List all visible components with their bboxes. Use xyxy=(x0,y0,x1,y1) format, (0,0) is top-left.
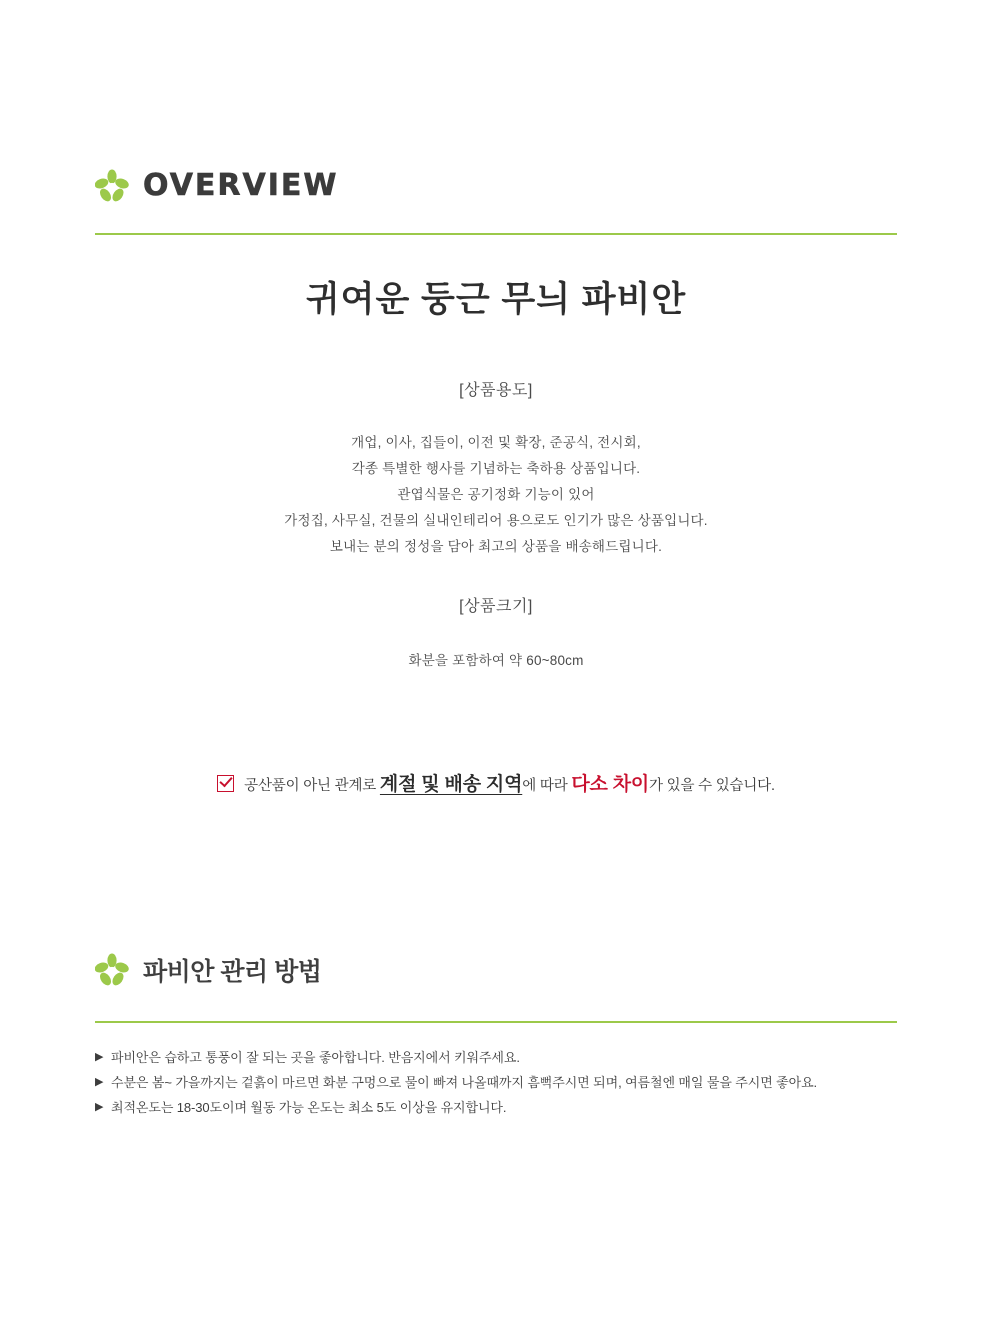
triangle-right-icon: ▶ xyxy=(95,1101,104,1113)
size-line: 화분을 포함하여 약 60~80cm xyxy=(408,653,584,668)
flower-icon xyxy=(95,169,129,203)
notice-line xyxy=(0,769,992,796)
list-item xyxy=(95,1070,905,1095)
care-list xyxy=(95,1045,905,1120)
usage-line: 보내는 분의 정성을 담아 최고의 상품을 배송해드립니다. xyxy=(329,539,663,554)
triangle-right-icon: ▶ xyxy=(95,1076,104,1088)
care-heading: 파비안 관리 방법 xyxy=(143,958,322,986)
usage-line: 가정집, 사무실, 건물의 실내인테리어 용으로도 인기가 많은 상품입니다. xyxy=(284,513,708,528)
care-item-text: 수분은 봄~ 가을까지는 겉흙이 마르면 화분 구멍으로 물이 빠져 나올때까지 흠뻑주시면 되며, 여름철엔 매일 물을 주시면 좋아요. xyxy=(111,1075,818,1090)
care-section-header xyxy=(95,952,321,988)
care-divider xyxy=(95,1021,897,1023)
care-item-text: 파비안은 습하고 통풍이 잘 되는 곳을 좋아합니다. 반음지에서 키워주세요. xyxy=(111,1050,520,1065)
flower-icon xyxy=(95,953,129,987)
size-text-block xyxy=(0,648,992,674)
care-item-text: 최적온도는 18-30도이며 월동 가능 온도는 최소 5도 이상을 유지합니다. xyxy=(111,1100,507,1115)
notice-emphasis-difference: 다소 차이 xyxy=(571,774,650,795)
triangle-right-icon: ▶ xyxy=(95,1051,104,1063)
size-label: [상품크기] xyxy=(459,598,533,615)
overview-heading: OVERVIEW xyxy=(143,168,339,203)
usage-line: 각종 특별한 행사를 기념하는 축하용 상품입니다. xyxy=(351,461,641,476)
usage-line: 관엽식물은 공기정화 기능이 있어 xyxy=(397,487,595,502)
notice-part2: 에 따라 xyxy=(522,778,572,794)
usage-label: [상품용도] xyxy=(459,382,533,399)
notice-part3: 가 있을 수 있습니다. xyxy=(649,778,775,794)
product-title: 귀여운 둥근 무늬 파비안 xyxy=(305,280,687,319)
list-item xyxy=(95,1095,905,1120)
checkbox-checked-icon xyxy=(217,775,234,792)
usage-line: 개업, 이사, 집들이, 이전 및 확장, 준공식, 전시회, xyxy=(351,435,641,450)
notice-part1: 공산품이 아닌 관계로 xyxy=(244,778,380,794)
overview-section-header xyxy=(95,168,338,203)
list-item xyxy=(95,1045,905,1070)
overview-divider xyxy=(95,233,897,235)
usage-text-block xyxy=(0,430,992,560)
notice-emphasis-season: 계절 및 배송 지역 xyxy=(379,774,523,795)
